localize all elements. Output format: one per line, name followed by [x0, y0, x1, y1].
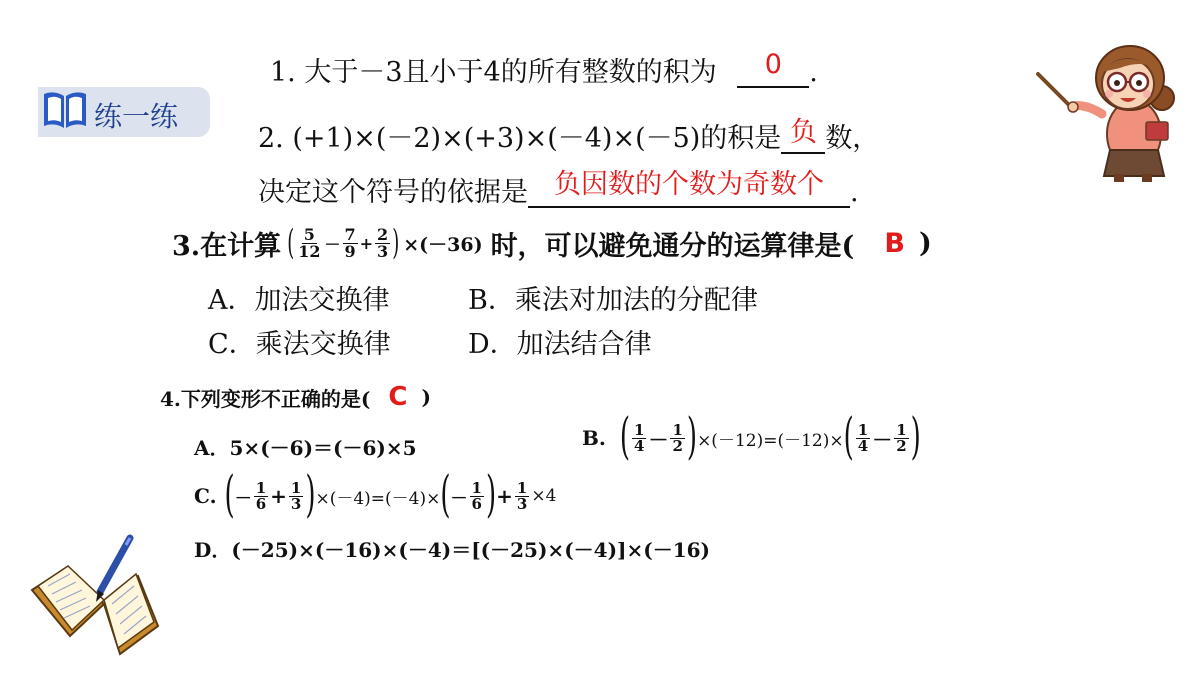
- fraction-1-2: $\frac{1}{2}$: [672, 420, 683, 455]
- question-2-line-2-text: 决定这个符号的依据是: [258, 177, 528, 208]
- question-4-prefix: 4.下列变形不正确的是(: [160, 386, 371, 411]
- question-4-close: ): [421, 385, 431, 409]
- badge-label: 练一练: [94, 100, 179, 133]
- question-2-text: 2. (+1)×(－2)×(+3)×(－4)×(－5)的积是: [258, 123, 782, 154]
- question-1-end: .: [809, 57, 818, 88]
- option-4c: C. ( － $\frac{1}{6}$ + $\frac{1}{3}$ ) ×(－4)=(－4)× ( － $\frac{1}{6}$ ) + $\frac{1}{3}$ ×4: [194, 467, 557, 525]
- option-4d: D．(－25)×(－16)×(－4)＝[(－25)×(－4)]×(－16): [194, 538, 711, 562]
- question-2-line-1: [258, 116, 879, 155]
- question-2-answer-1: 负: [789, 117, 817, 148]
- question-1-blank: [737, 49, 809, 88]
- option-3b: B．乘法对加法的分配律: [468, 285, 758, 316]
- question-3-suffix: 时，可以避免通分的运算律是(: [490, 231, 855, 262]
- question-4: [160, 382, 431, 412]
- fraction-1-3: $\frac{1}{3}$: [290, 478, 302, 513]
- option-3c: C．乘法交换律: [208, 329, 391, 360]
- option-4b: B. ( $\frac{1}{4}$ － $\frac{1}{2}$ ) ×(－12)=(－12)× ( $\frac{1}{4}$ － $\frac{1}{2}$ ): [582, 409, 921, 467]
- question-1-text: 1. 大于－3且小于4的所有整数的积为: [270, 57, 717, 88]
- question-3-answer: B: [884, 228, 905, 259]
- book-prop: [1146, 122, 1168, 140]
- question-3: [172, 224, 932, 263]
- pointer-stick: [1038, 74, 1072, 108]
- option-3d: D．加法结合律: [468, 329, 652, 360]
- question-3-expression: ( $\frac{5}{12}$ － $\frac{7}{9}$ + $\frac{2}{3}$ ) ×(－36): [287, 223, 483, 264]
- book-icon: [40, 88, 90, 132]
- fraction-1-6: $\frac{1}{6}$: [255, 478, 267, 513]
- fraction-1-6-b: $\frac{1}{6}$: [471, 478, 482, 513]
- question-2-line-1-end: 数，: [825, 123, 880, 154]
- question-2-blank-1: [781, 117, 825, 154]
- option-4a: A．5×(－6)＝(－6)×5: [194, 436, 417, 460]
- question-2-blank-2: [528, 169, 850, 208]
- fraction-1-3-b: $\frac{1}{3}$: [516, 478, 528, 513]
- question-3-prefix: 3.在计算: [172, 231, 282, 262]
- fraction-5-12: $\frac{5}{12}$: [298, 225, 321, 261]
- teacher-illustration: [1030, 22, 1180, 184]
- question-2-line-2: [258, 170, 859, 209]
- option-4b-label: B.: [582, 426, 606, 450]
- question-2-answer-2: 负因数的个数为奇数个: [554, 169, 824, 200]
- question-4-answer: C: [388, 382, 408, 412]
- fraction-1-2-b: $\frac{1}{2}$: [896, 420, 907, 455]
- fraction-7-9: $\frac{7}{9}$: [344, 225, 356, 261]
- question-2-line-2-end: .: [850, 177, 859, 208]
- fraction-1-4-b: $\frac{1}{4}$: [857, 420, 869, 455]
- fraction-1-4: $\frac{1}{4}$: [634, 420, 645, 455]
- option-4c-label: C.: [194, 484, 217, 508]
- question-1-answer: 0: [764, 49, 782, 80]
- question-3-close: ): [918, 228, 932, 259]
- option-3a: A．加法交换律: [208, 285, 390, 316]
- question-1: [270, 50, 818, 89]
- open-book-illustration: [26, 530, 166, 658]
- fraction-2-3: $\frac{2}{3}$: [377, 225, 389, 261]
